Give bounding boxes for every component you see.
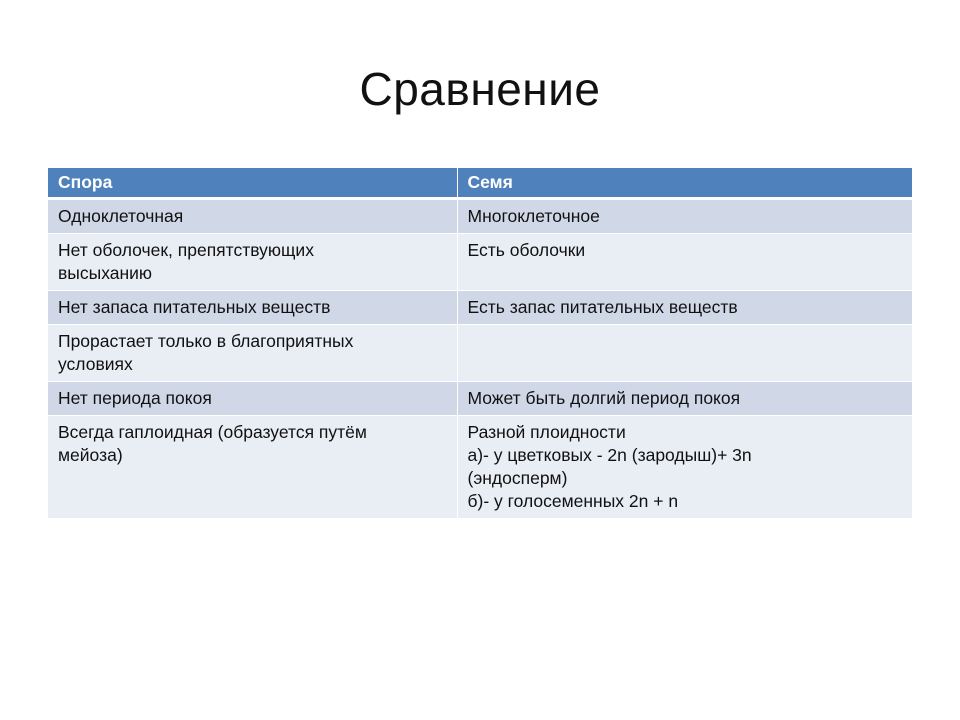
cell-line: высыханию xyxy=(58,263,153,283)
cell-spore xyxy=(48,382,457,416)
cell-line: Есть оболочки xyxy=(467,240,586,260)
cell-line: Одноклеточная xyxy=(58,206,184,226)
table-row xyxy=(48,382,912,416)
cell-line: мейоза) xyxy=(58,445,123,465)
table-row xyxy=(48,291,912,325)
cell-line: а)- у цветковых - 2n (зародыш)+ 3n xyxy=(467,445,752,465)
table-row xyxy=(48,199,912,234)
cell-spore xyxy=(48,325,457,382)
cell-line: б)- у голосеменных 2n + n xyxy=(467,491,679,511)
cell-line: Разной плоидности xyxy=(467,422,626,442)
cell-line: Нет оболочек, препятствующих xyxy=(58,240,314,260)
cell-line: Нет запаса питательных веществ xyxy=(58,297,331,317)
cell-line: условиях xyxy=(58,354,133,374)
cell-line: Прорастает только в благоприятных xyxy=(58,331,354,351)
cell-seed xyxy=(457,234,912,291)
cell-seed xyxy=(457,382,912,416)
cell-seed xyxy=(457,325,912,382)
cell-line: Есть запас питательных веществ xyxy=(467,297,738,317)
header-spore: Спора xyxy=(48,168,457,199)
cell-line: Нет периода покоя xyxy=(58,388,212,408)
comparison-table xyxy=(48,168,913,519)
header-seed: Семя xyxy=(457,168,912,199)
cell-spore xyxy=(48,416,457,519)
cell-line: Всегда гаплоидная (образуется путём xyxy=(58,422,367,442)
cell-seed xyxy=(457,199,912,234)
table-row xyxy=(48,325,912,382)
table-row xyxy=(48,234,912,291)
table-row xyxy=(48,416,912,519)
cell-seed xyxy=(457,291,912,325)
cell-spore xyxy=(48,291,457,325)
cell-line: Может быть долгий период покоя xyxy=(467,388,741,408)
cell-spore xyxy=(48,234,457,291)
table-header-row xyxy=(48,168,912,199)
cell-line: Многоклеточное xyxy=(467,206,600,226)
cell-line: (эндосперм) xyxy=(467,468,568,488)
slide-title: Сравнение xyxy=(359,63,601,115)
cell-seed xyxy=(457,416,912,519)
cell-spore xyxy=(48,199,457,234)
cell-line xyxy=(468,330,902,353)
